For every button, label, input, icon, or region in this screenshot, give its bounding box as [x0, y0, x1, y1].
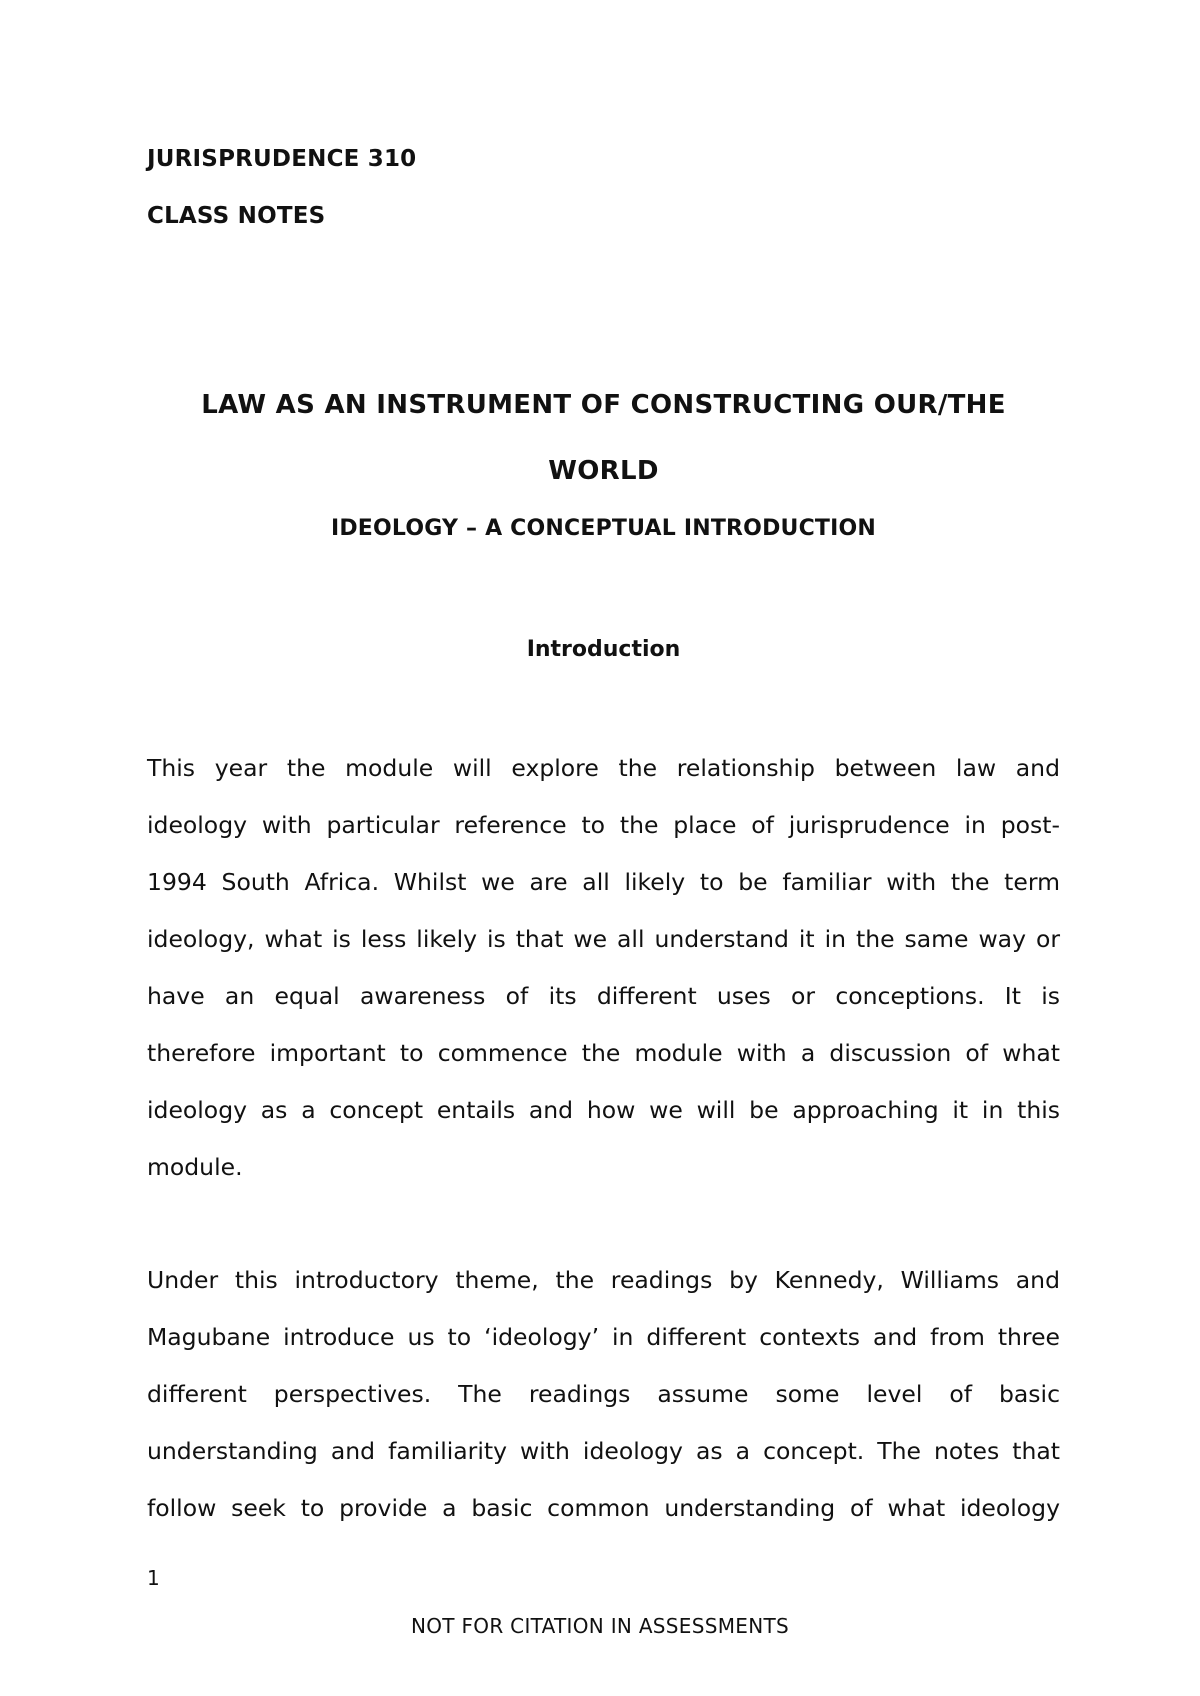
body-paragraph [147, 740, 1060, 1196]
paragraph-line: understanding and familiarity with ideology as a concept. The notes that [147, 1437, 1060, 1465]
document-title-line-2: WORLD [548, 456, 659, 486]
footer-notice: NOT FOR CITATION IN ASSESSMENTS [411, 1614, 789, 1638]
paragraph-line: different perspectives. The readings assume some level of basic [147, 1380, 1060, 1408]
page-number: 1 [147, 1566, 160, 1590]
paragraph-line: ideology with particular reference to the place of jurisprudence in post- [147, 811, 1060, 839]
class-notes-label: CLASS NOTES [147, 203, 326, 229]
paragraph-line: 1994 South Africa. Whilst we are all likely to be familiar with the term [147, 868, 1060, 896]
paragraph-line: This year the module will explore the relationship between law and [147, 754, 1060, 782]
section-heading: Introduction [526, 637, 681, 662]
course-title: JURISPRUDENCE 310 [147, 146, 417, 172]
paragraph-line: therefore important to commence the module with a discussion of what [147, 1039, 1060, 1067]
document-subtitle: IDEOLOGY – A CONCEPTUAL INTRODUCTION [330, 516, 877, 541]
body-paragraph [147, 1252, 1060, 1537]
document-title [147, 372, 1060, 504]
paragraph-line: ideology as a concept entails and how we will be approaching it in this [147, 1096, 1060, 1124]
paragraph-line: Under this introductory theme, the readings by Kennedy, Williams and [147, 1266, 1060, 1294]
paragraph-line: ideology, what is less likely is that we all understand it in the same way or [147, 925, 1060, 953]
paragraph-line: have an equal awareness of its different uses or conceptions. It is [147, 982, 1060, 1010]
paragraph-line: Magubane introduce us to ‘ideology’ in different contexts and from three [147, 1323, 1060, 1351]
paragraph-line: module. [147, 1153, 243, 1181]
document-title-line-1: LAW AS AN INSTRUMENT OF CONSTRUCTING OUR/THE [201, 390, 1006, 420]
paragraph-line: follow seek to provide a basic common understanding of what ideology [147, 1494, 1060, 1522]
